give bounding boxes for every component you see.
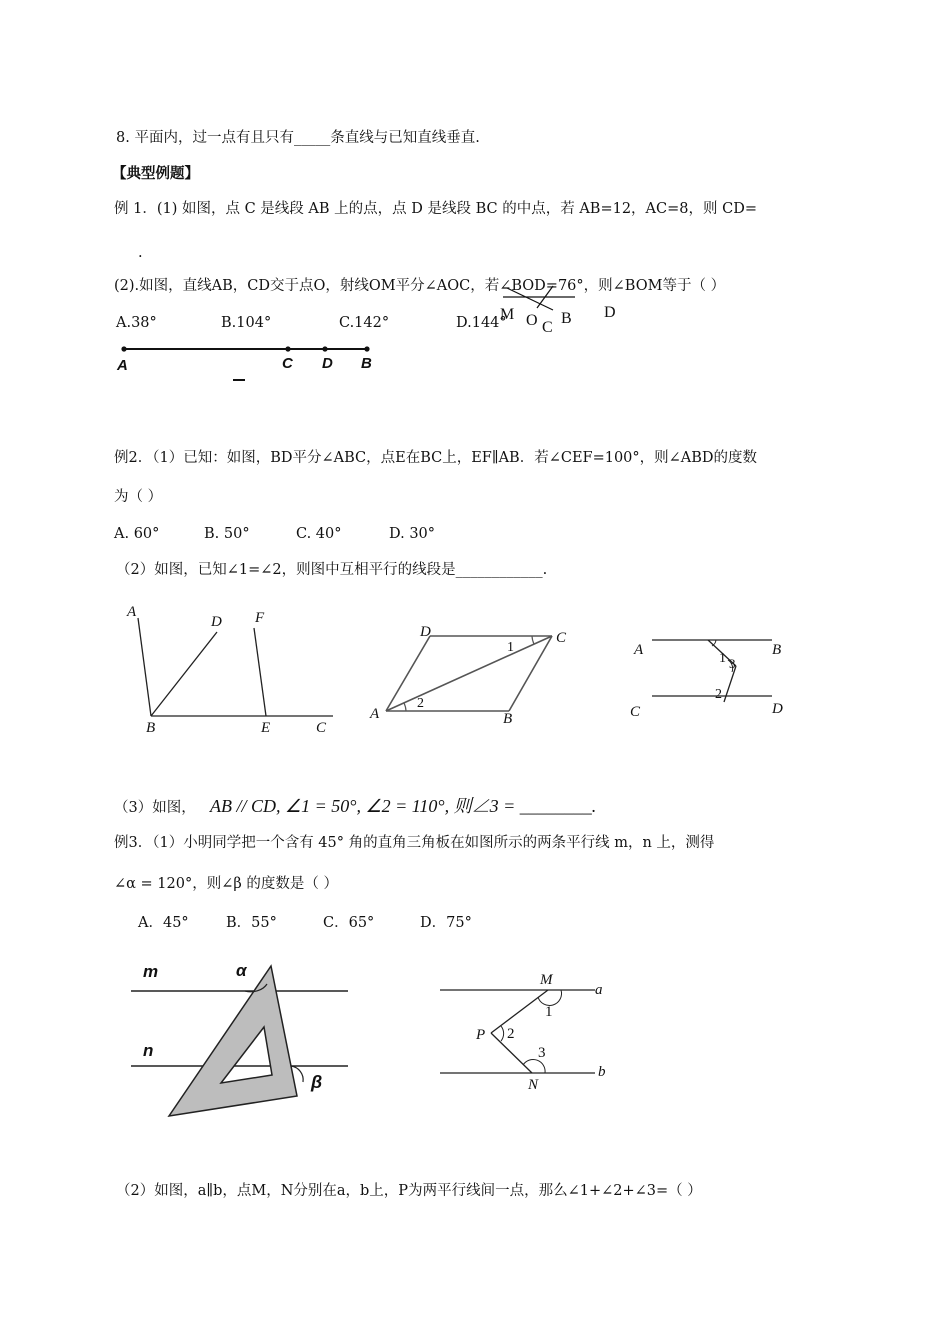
ex2-fig2-label-b: B <box>503 711 513 727</box>
ex1-choice-a: A.38° <box>116 315 157 331</box>
ex1-crossing-lines-figure <box>495 278 655 338</box>
ex2-fig3-angle-1: 1 <box>719 651 726 666</box>
ex1-seg-label-a: A <box>117 357 128 374</box>
ex3-choice-c: C．65° <box>323 915 375 931</box>
ex3-figB-angle-2: 2 <box>507 1026 515 1042</box>
ex1-choice-d: D.144° <box>456 315 507 331</box>
ex3-figB-angle-3: 3 <box>538 1045 546 1061</box>
ex1-label-b: B <box>561 310 572 327</box>
ex1-label-d: D <box>604 304 616 321</box>
ex2-fig3-label-c: C <box>630 704 641 720</box>
ex3-choice-b: B．55° <box>226 915 277 931</box>
ex2-fig2-angle-2: 2 <box>417 696 424 711</box>
ex2-angle-bisector-figure <box>115 600 345 740</box>
ex2-part1: 例2．（1）已知：如图，BD平分∠ABC，点E在BC上，EF∥AB．若∠CEF=100°，则∠ABD的度数 <box>114 450 758 466</box>
ex2-part3-formula: AB // CD, ∠1 = 50°, ∠2 = 110°, 则∠3 = ________. <box>210 796 597 816</box>
ex2-fig1-label-c: C <box>316 720 327 736</box>
ex3-part1-cont: ∠α = 120°，则∠β 的度数是（ ） <box>114 876 338 892</box>
ex3-set-square-figure <box>125 960 365 1125</box>
ex2-choice-a: A. 60° <box>114 526 160 542</box>
ex2-choice-d: D. 30° <box>389 526 436 542</box>
ex3-figB-label-b: b <box>598 1064 606 1080</box>
ex2-fig2-label-a: A <box>370 706 380 722</box>
ex3-figB-label-n: N <box>528 1077 539 1093</box>
ex2-fig1-label-e: E <box>261 720 271 736</box>
ex2-parallelogram-figure <box>370 620 570 720</box>
ex3-figA-label-n: n <box>143 1041 154 1060</box>
ex2-fig3-angle-3: 3 <box>729 656 736 671</box>
ex3-figB-label-p: P <box>476 1027 486 1043</box>
ex2-part3-prefix: （3）如图， <box>114 800 196 816</box>
ex1-choice-c: C.142° <box>339 315 390 331</box>
ex2-fig2-label-c: C <box>556 630 567 646</box>
ex2-fig2-angle-1: 1 <box>507 640 514 655</box>
ex2-fig3-label-b: B <box>772 642 782 658</box>
ex2-fig1-label-f: F <box>255 610 265 626</box>
ex1-label-c: C <box>542 319 553 336</box>
ex2-fig3-angle-2: 2 <box>715 687 722 702</box>
ex2-part1-cont: 为（ ） <box>114 489 163 505</box>
ex2-part2: （2）如图，已知∠1=∠2，则图中互相平行的线段是____________. <box>116 562 548 578</box>
ex1-label-o: O <box>526 312 538 329</box>
ex3-choice-a: A．45° <box>138 915 189 931</box>
ex1-segment-figure <box>115 340 385 390</box>
ex1-choice-b: B.104° <box>221 315 272 331</box>
ex3-figA-label-alpha: α <box>236 961 247 980</box>
ex3-choice-d: D．75° <box>420 915 472 931</box>
ex1-seg-label-d: D <box>322 355 333 372</box>
ex2-fig1-label-d: D <box>211 614 222 630</box>
ex3-figA-label-m: m <box>143 962 159 981</box>
ex2-choice-b: B. 50° <box>204 526 250 542</box>
ex3-part2: （2）如图，a∥b，点M，N分别在a，b上，P为两平行线间一点，那么∠1+∠2+∠3=（ ） <box>116 1183 702 1199</box>
ex1-part1-line1: 例 1．(1) 如图，点 C 是线段 AB 上的点，点 D 是线段 BC 的中点，若 AB=12，AC=8，则 CD= <box>114 201 757 217</box>
ex2-fig3-label-a: A <box>634 642 644 658</box>
ex3-figB-label-m: M <box>540 972 553 988</box>
ex3-figA-label-beta: β <box>311 1072 323 1092</box>
ex3-parallel-point-figure <box>435 980 615 1090</box>
ex3-figB-label-a: a <box>595 982 603 998</box>
ex1-seg-label-b: B <box>361 355 372 372</box>
question-8: 8. 平面内，过一点有且只有_____条直线与已知直线垂直. <box>116 130 480 146</box>
ex3-part1: 例3．（1）小明同学把一个含有 45° 角的直角三角板在如图所示的两条平行线 m，n 上，测得 <box>114 835 715 851</box>
ex2-choice-c: C. 40° <box>296 526 342 542</box>
section-title: 【典型例题】 <box>112 165 199 182</box>
ex3-figB-angle-1: 1 <box>545 1004 553 1020</box>
ex2-fig1-label-a: A <box>127 604 137 620</box>
ex1-seg-label-c: C <box>282 355 293 372</box>
ex1-label-m: M <box>500 306 515 323</box>
ex2-fig3-label-d: D <box>772 701 783 717</box>
ex2-fig2-label-d: D <box>420 624 431 640</box>
ex1-part1-line2: . <box>138 245 143 261</box>
ex1-part2: (2).如图，直线AB，CD交于点O，射线OM平分∠AOC，若∠BOD=76°，则∠BOM等于（ ） <box>114 278 726 294</box>
ex2-fig1-label-b: B <box>146 720 156 736</box>
